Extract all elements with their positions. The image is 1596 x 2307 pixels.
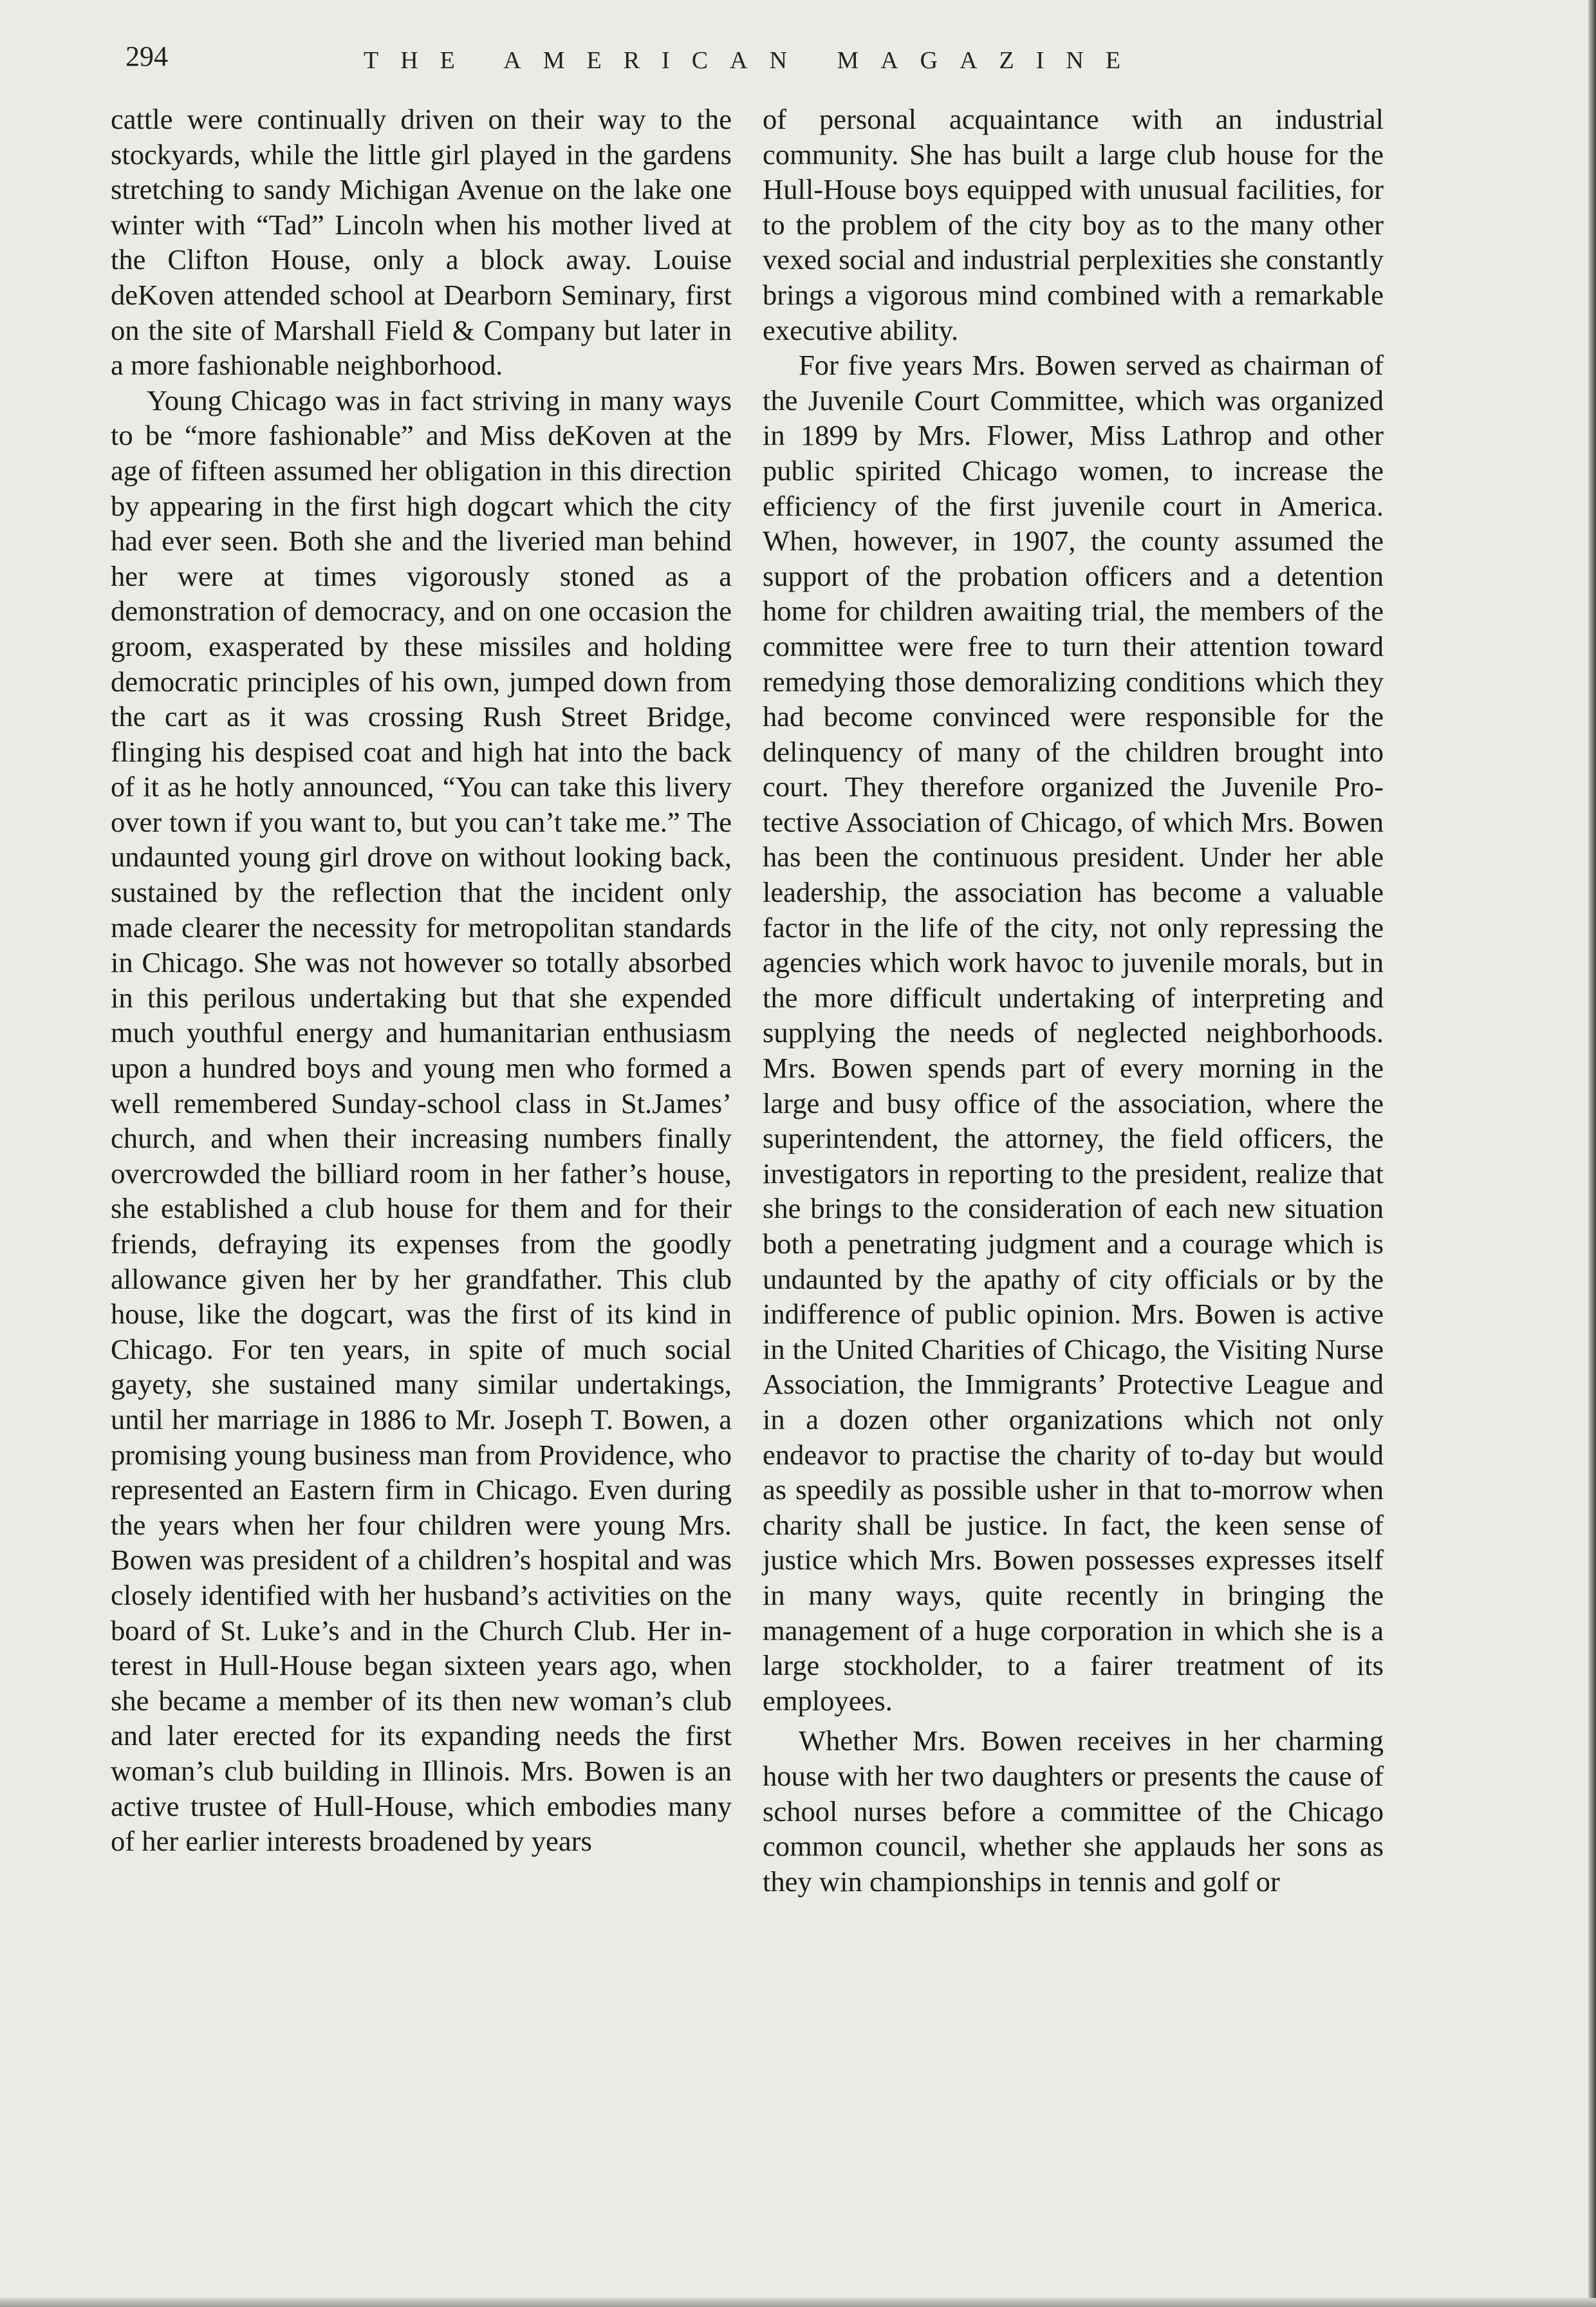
paragraph: Whether Mrs. Bowen receives in her charming house with her two daughters or presents the cause of school nurses before a committee of the Chicago common council, whether she applauds her sons as they win championships in tennis and golf or (763, 1724, 1384, 1898)
left-column (111, 102, 732, 1859)
page-number: 294 (125, 41, 168, 72)
page-bottom-edge (0, 2298, 1596, 2307)
paragraph: For five years Mrs. Bowen served as chairman of the Juvenile Court Committee, which was organized in 1899 by Mrs. Flower, Miss Lathrop and other public spirited Chicago women, to increase the efficiency of the first juvenile court in America. When, however, in 1907, the county assumed the support of the probation officers and a detention home for children awaiting trial, the members of the committee were free to turn their attention toward remedying those demoralizing conditions which they had become convinced were responsible for the delinquency of many of the children brought into court. They therefore organized the Juvenile Protective Association of Chicago, of which Mrs. Bowen has been the continuous president. Under her able leadership, the association has become a valuable factor in the life of the city, not only repressing the agencies which work havoc to juvenile morals, but in the more difficult undertaking of interpreting and supplying the needs of neglected neighborhoods. Mrs. Bowen spends part of every morning in the large and busy office of the association, where the superintendent, the attorney, the field officers, the investigators in reporting to the president, realize that she brings to the consideration of each new situation both a penetrating judgment and a courage which is undaunted by the apathy of city officials or by the indifference of public opinion. Mrs. Bowen is active in the United Charities of Chicago, the Visiting Nurse Association, the Immigrants’ Protective League and in a dozen other organizations which not only endeavor to practise the charity of to-day but would as speedily as possible usher in that to-morrow when charity shall be justice. In fact, the keen sense of justice which Mrs. Bowen possesses expresses itself in many ways, quite recently in bringing the management of a huge corporation in which she is a large stockholder, to a fairer treatment of its employees. (763, 349, 1384, 1717)
page-header (125, 40, 1387, 79)
paragraph: cattle were continually driven on their way to the stockyards, while the little girl played in the gardens stretching to sandy Michigan Avenue on the lake one winter with “Tad” Lincoln when his mother lived at the Clifton House, only a block away. Louise deKoven attended school at Dearborn Seminary, first on the site of Marshall Field & Company but later in a more fashionable neighborhood. (111, 103, 732, 382)
right-column (763, 102, 1384, 1899)
paragraph: Young Chicago was in fact striving in many ways to be “more fashionable” and Miss deKoven at the age of fifteen assumed her obligation in this direction by appearing in the first high dogcart which the city had ever seen. Both she and the liveried man behind her were at times vigorously stoned as a demonstration of democracy, and on one occasion the groom, exasperated by these missiles and holding democratic principles of his own, jumped down from the cart as it was crossing Rush Street Bridge, flinging his despised coat and high hat into the back of it as he hotly announced, “You can take this livery over town if you want to, but you can’t take me.” The undaunted young girl drove on without looking back, sustained by the reflection that the incident only made clearer the necessity for metropolitan standards in Chicago. She was not however so totally absorbed in this perilous undertaking but that she expended much youthful energy and humanitarian enthusiasm upon a hundred boys and young men who formed a well remembered Sunday-school class in St.James’ church, and when their increasing numbers finally overcrowded the billiard room in her father’s house, she established a club house for them and for their friends, defraying its expenses from the goodly allowance given her by her grandfather. This club house, like the dogcart, was the first of its kind in Chicago. For ten years, in spite of much social gayety, she sustained many similar undertakings, until her marriage in 1886 to Mr. Joseph T. Bowen, a promising young business man from Providence, who represented an Eastern firm in Chicago. Even during the years when her four children were young Mrs. Bowen was president of a children’s hospital and was closely identified with her husband’s activities on the board of St. Luke’s and in the Church Club. Her interest in Hull-House began sixteen years ago, when she became a member of its then new woman’s club and later erected for its expanding needs the first woman’s club building in Illinois. Mrs. Bowen is an active trustee of Hull-House, which embodies many of her earlier interests broadened by years (111, 384, 732, 1858)
paragraph: of personal acquaintance with an industrial community. She has built a large club house for the Hull-House boys equipped with unusual facilities, for to the problem of the city boy as to the many other vexed social and industrial perplexities she constantly brings a vigorous mind combined with a remarkable executive ability. (763, 103, 1384, 346)
page-edge-shadow (1588, 0, 1596, 2307)
running-title: THE AMERICAN MAGAZINE (364, 47, 1143, 74)
